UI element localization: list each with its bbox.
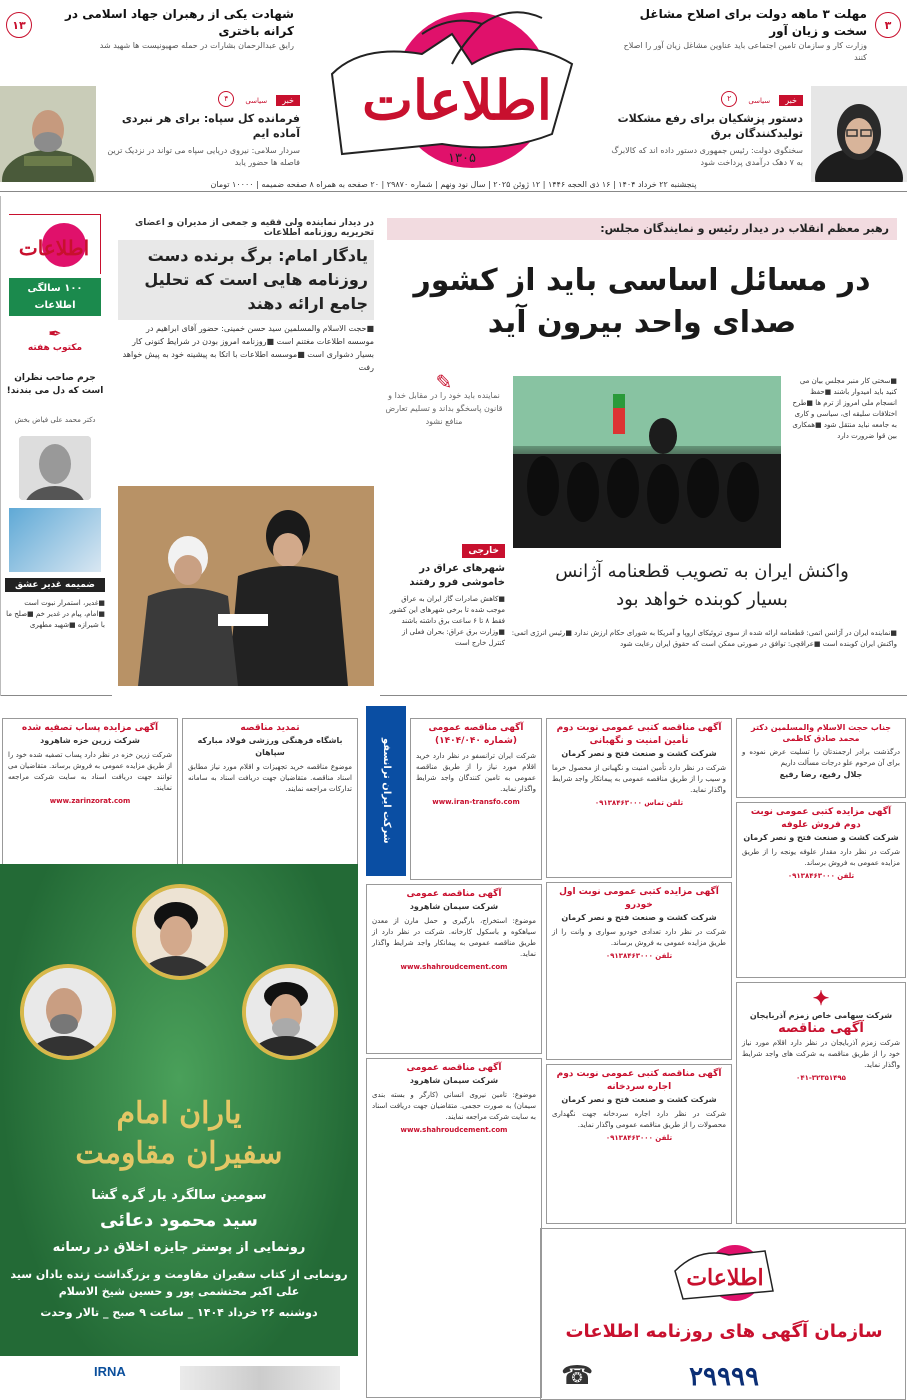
front-main-section	[0, 196, 907, 696]
logo-text: اطلاعات	[686, 1265, 764, 1291]
ad-box[interactable]	[546, 718, 732, 878]
logo-text: اطلاعات	[18, 236, 90, 260]
agency-number[interactable]: ۲۹۹۹۹	[689, 1361, 759, 1391]
quote-sidebox	[385, 370, 503, 428]
woman-portrait-photo	[811, 86, 907, 182]
page-number-badge: ۳	[875, 12, 901, 38]
ad-contact: ۰۴۱-۳۲۳۵۱۴۹۵	[796, 1074, 846, 1082]
teaser-text: سخنگوی دولت: رئیس جمهوری دستور داده اند که کالابرگ به ۷ دهک درآمدی پرداخت شود	[611, 146, 803, 167]
condolence-title: جناب حجت الاسلام والمسلمین دکتر محمد صادق کاظمی	[750, 723, 892, 743]
poster-book: رونمایی از کتاب سفیران مقاومت و بزرگداشت زنده یادان سید علی اکبر محتشمی پور و حسین شیخ الاسلام	[10, 1268, 348, 1298]
ad-body: شرکت در نظر دارد تأمین امنیت و نگهبانی از محصول خرما و سیب را از طریق مناقصه عمومی به پیمانکار واجد شرایط واگذار نماید.	[552, 764, 726, 794]
ad-title: آگهی مناقصه	[778, 1021, 864, 1036]
ad-contact: تلفن ۰۹۱۳۸۴۶۳۰۰۰	[787, 872, 855, 880]
category-sub: سیاسی	[245, 97, 268, 105]
iran-transfo-strip: شرکت ایران ترانسفو	[366, 706, 406, 876]
ad-company: باشگاه فرهنگی ورزشی فولاد مبارکه سپاهان	[197, 736, 343, 757]
agency-title: سازمان آگهی های روزنامه اطلاعات	[565, 1321, 883, 1342]
ad-body: موضوع مناقصه خرید تجهیزات و اقلام مورد نیاز مطابق اسناد مناقصه. متقاضیان جهت دریافت اسناد به سامانه تدارکات مراجعه نمایند.	[188, 763, 352, 793]
category-tag: خارجی	[462, 544, 505, 558]
ad-contact: www.shahroudcement.com	[400, 1126, 508, 1134]
page-number-badge: ۲	[721, 91, 737, 107]
ad-box[interactable]	[182, 718, 358, 874]
lead-headline[interactable]	[387, 260, 897, 344]
ad-title: آگهی مناقصه عمومی	[406, 889, 502, 899]
headline-line: در مسائل اساسی باید از کشور	[413, 263, 871, 298]
mid-left-teaser[interactable]	[0, 86, 300, 182]
sidebox-text: نماینده باید خود را در مقابل خدا و قانون پاسخگو بداند و تسلیم تعارض منافع نشود	[385, 391, 503, 426]
ad-title: آگهی مزایده پساب تصفیه شده	[21, 723, 159, 733]
zamzam-logo: ✦	[812, 986, 830, 1010]
telephone-icon: ☎	[561, 1361, 594, 1391]
middle-kicker: در دیدار نماینده ولی فقیه و جمعی از مدیران و اعضای تحریریه روزنامه اطلاعات	[135, 218, 374, 238]
ad-company: شرکت سیمان شاهرود	[409, 902, 499, 911]
ad-company: شرکت کشت و صنعت فتح و نصر کرمان	[561, 749, 717, 758]
ad-body: شرکت در نظر دارد تعدادی خودرو سواری و وانت را از طریق مزایده عمومی به فروش برساند.	[552, 928, 726, 947]
ad-company: شرکت کشت و صنعت فتح و نصر کرمان	[743, 833, 899, 842]
page-number-badge: ۴	[218, 91, 234, 107]
ad-contact: تلفن تماس ۰۹۱۳۸۴۶۳۰۰۰	[594, 799, 684, 807]
ad-body: موضوع: تامین نیروی انسانی (کارگر و بسته بندی سیمان) به صورت حجمی. متقاضیان جهت دریافت اسناد به سایت شرکت مراجعه نمایند.	[372, 1091, 536, 1121]
teaser-text: سردار سلامی: نیروی دریایی سپاه می تواند در نزدیک ترین فاصله ها حضور یابد	[107, 146, 300, 167]
poster-sponsors	[0, 1356, 358, 1400]
top-left-teaser[interactable]	[0, 4, 300, 82]
masthead	[0, 0, 907, 192]
author-portrait	[19, 436, 91, 500]
ad-box[interactable]	[546, 882, 732, 1060]
ad-title: آگهی مناقصه عمومی (شماره ۱۴۰۴/۰۴۰)	[428, 723, 524, 746]
handshake-photo[interactable]	[118, 486, 374, 686]
category-sub: سیاسی	[748, 97, 771, 105]
small-logo	[669, 1237, 779, 1311]
ad-contact: www.iran-transfo.com	[432, 798, 520, 806]
poster-name: سید محمود دعائی	[100, 1210, 258, 1231]
poster-portrait-center	[132, 884, 228, 980]
poster-calligraphy	[0, 1094, 358, 1174]
supplement-title[interactable]: ضمیمه غدیر عشق	[5, 578, 105, 592]
ad-agency-box[interactable]	[540, 1228, 906, 1400]
leader-meeting-photo[interactable]	[513, 376, 781, 548]
headline-line: صدای واحد بیرون آید	[487, 305, 797, 340]
ad-title: آگهی مزایده کتبی عمومی نوبت دوم فروش علوفه	[750, 807, 892, 830]
ad-title: آگهی مناقصه کتبی عمومی نوبت دوم اجاره سردخانه	[556, 1069, 722, 1092]
left-sidebar	[0, 196, 108, 696]
teaser-title: دستور پزشکیان برای رفع مشکلات تولیدکنندگان برق	[617, 112, 803, 140]
ad-box[interactable]	[366, 1058, 542, 1398]
teaser-text: وزارت کار و سازمان تامین اجتماعی باید عناوین مشاغل زیان آور را اصلاح کنند	[623, 41, 867, 62]
ad-box[interactable]	[2, 718, 178, 874]
commander-portrait-photo	[0, 86, 96, 182]
ad-contact: تلفن ۰۹۱۳۸۴۶۳۰۰۰	[605, 952, 673, 960]
century-badge[interactable]: ۱۰۰ سالگی اطلاعات	[9, 278, 101, 316]
lead-kicker: رهبر معظم انقلاب در دیدار رئیس و نمایندگان مجلس:	[387, 218, 897, 240]
sponsor-logos	[180, 1366, 340, 1390]
ad-box[interactable]	[546, 1064, 732, 1224]
dateline: پنجشنبه ۲۲ خرداد ۱۴۰۴ | ۱۶ ذی الحجه ۱۴۴۶ | ۱۲ ژوئن ۲۰۲۵ | سال نود ونهم | شماره ۲۹۸۷۰ | ۲۰ صفحه به همراه ۸ صفحه ضمیمه | ۱۰۰۰۰ تومان	[210, 180, 697, 189]
teaser-text: رایق عبدالرحمان بشارات در حمله صهیونیست ها شهید شد	[99, 41, 294, 50]
lead-bullets: ■سختی کار منبر مجلس بیان می کنید باید امیدوار باشند ■حفظ انسجام ملی امروز از ترم ها ■طرح اختلافات سلیقه ای، سیاسی و کاری به جامعه نباید منتقل شود ■همکاری بین قوا ضرورت دارد	[792, 377, 897, 440]
ad-contact: تلفن ۰۹۱۳۸۴۶۳۰۰۰	[605, 1134, 673, 1142]
condolence-body: درگذشت برادر ارجمندتان را تسلیت عرض نموده و برای آن مرحوم علو درجات مسألت داریم	[742, 748, 900, 767]
ad-company: شرکت کشت و صنعت فتح و نصر کرمان	[561, 1095, 717, 1104]
ad-box[interactable]	[410, 718, 542, 880]
irna-logo: IRNA	[94, 1364, 126, 1379]
subhead-line: بسیار کوبنده خواهد بود	[616, 589, 788, 610]
foreign-title: شهرهای عراق در خاموشی فرو رفتند	[409, 563, 505, 588]
condolence-from: جلال رفیع، رضا رفیع	[779, 770, 863, 779]
small-logo-badge[interactable]	[9, 214, 101, 274]
poster-portrait-left	[20, 964, 116, 1060]
ad-title: تمدید مناقصه	[240, 723, 300, 733]
memorial-poster[interactable]	[0, 864, 358, 1400]
ad-body: موضوع: استخراج، بارگیری و حمل مارن از معدن سیاهکوه و باسکول کارخانه. شرکت در نظر دارد از طریق مناقصه عمومی به پیمانکار واجد شرایط واگذار نماید.	[372, 917, 536, 958]
ad-box[interactable]	[736, 802, 906, 978]
poster-unveiling: رونمایی از پوستر جایزه اخلاق در رسانه	[52, 1240, 306, 1255]
foreign-news-box[interactable]	[385, 538, 505, 649]
middle-story[interactable]	[112, 196, 380, 696]
ad-title: آگهی مناقصه کتبی عمومی نوبت دوم تأمین امنیت و نگهبانی	[556, 723, 722, 746]
ad-contact: www.zarinzorat.com	[49, 797, 131, 805]
maktoob-label: مکتوب هفته	[27, 343, 83, 353]
teaser-title: فرمانده کل سپاه: برای هر نبردی آماده ایم	[121, 112, 300, 140]
category-tag: خبر	[779, 95, 803, 106]
mid-right-teaser[interactable]	[607, 86, 907, 182]
subhead-line: واکنش ایران به تصویب قطعنامه آژانس	[555, 561, 849, 582]
condolence-box[interactable]	[736, 718, 906, 798]
calligraphy-line: یاران امام	[116, 1096, 242, 1131]
column-title[interactable]: جرم صاحب نظران است که دل می بندند!	[6, 373, 104, 396]
category-tag: خبر	[276, 95, 300, 106]
pen-icon: ✎	[435, 370, 453, 394]
lead-story[interactable]	[377, 196, 907, 696]
newspaper-logo[interactable]	[302, 4, 608, 176]
logo-text: اطلاعات	[362, 68, 552, 132]
middle-text: ■حجت الاسلام والمسلمین سید حسن خمینی: حضور آقای ابراهیم در موسسه اطلاعات مغتنم است ■روزنامه امروز بودن در شرایط کنونی کار بسیار دشواری است ■موسسه اطلاعات با اتکا به پیشینه خود به پیش خواهد رفت	[122, 324, 374, 372]
teaser-title: شهادت یکی از رهبران جهاد اسلامی در کرانه باختری	[64, 7, 294, 38]
ad-body: شرکت در نظر دارد مقدار علوفه یونجه را از طریق مزایده عمومی به فروش برساند.	[742, 848, 900, 867]
teaser-title: مهلت ۳ ماهه دولت برای اصلاح مشاغل سخت و زیان آور	[639, 7, 867, 38]
ad-company: شرکت سهامی خاص زمزم آذربایجان	[749, 1011, 893, 1020]
ad-company: شرکت سیمان شاهرود	[409, 1076, 499, 1085]
lead-summary: ■نماینده ایران در آژانس اتمی: قطعنامه ارائه شده از سوی تروئیکای اروپا و آمریکا به شورای حکام ارزش ندارد ■رئیس انرژی اتمی: واکنش ایران کوبنده است ■عراقچی: توافق در صورتی ممکن است که حقوق ایران رعایت شود	[511, 629, 897, 648]
logo-year: ۱۳۰۵	[448, 151, 476, 166]
ad-company: شرکت زرین خزه شاهرود	[40, 736, 140, 745]
supplement-cover[interactable]	[9, 508, 101, 572]
poster-anniversary: سومین سالگرد یار گره گشا	[91, 1188, 267, 1203]
top-right-teaser[interactable]	[607, 4, 907, 82]
ad-body: شرکت زمزم آذربایجان در نظر دارد اقلام مورد نیاز خود را از طریق مناقصه به شرکت های واجد شرایط واگذار نماید.	[742, 1039, 900, 1069]
ad-contact: www.shahroudcement.com	[400, 963, 508, 971]
supplement-list: ■غدیر، استمرار نبوت است ■امام، پیام در غدیر خم ■صلح ما با شیرازه ■شهید مطهری	[6, 599, 105, 629]
column-author: دکتر محمد علی فیاض بخش	[14, 416, 96, 424]
middle-headline: یادگار امام: برگ برنده دست روزنامه هایی است که تحلیل جامع ارائه دهند	[118, 240, 374, 320]
weekly-column-badge[interactable]	[9, 324, 101, 364]
poster-portrait-right	[242, 964, 338, 1060]
ad-title: آگهی مزایده کتبی عمومی نوبت اول خودرو	[559, 887, 719, 910]
foreign-text: ■کاهش صادرات گاز ایران به عراق موجب شده تا برخی شهرهای این کشور فقط ۸ تا ۶ ساعت برق داشته باشند ■وزارت برق عراق: بحران فعلی از کنترل خارج است	[389, 595, 505, 647]
ad-box[interactable]	[736, 982, 906, 1224]
ad-title: آگهی مناقصه عمومی	[406, 1063, 502, 1073]
ads-section	[0, 698, 907, 1400]
ad-body: شرکت زرین خزه در نظر دارد پساب تصفیه شده خود را از طریق مزایده عمومی به فروش برساند. متقاضیان می توانند جهت دریافت اسناد به سایت شرکت مراجعه نمایند.	[8, 751, 172, 792]
page-number-badge: ۱۳	[6, 12, 32, 38]
ad-company: شرکت کشت و صنعت فتح و نصر کرمان	[561, 913, 717, 922]
ad-body: شرکت در نظر دارد اجاره سردخانه جهت نگهداری محصولات را از طریق مناقصه عمومی واگذار نماید.	[552, 1110, 726, 1129]
ad-box[interactable]	[366, 884, 542, 1054]
poster-date: دوشنبه ۲۶ خرداد ۱۴۰۴ _ ساعت ۹ صبح _ تالار وحدت	[40, 1306, 318, 1319]
lead-subhead[interactable]	[507, 558, 897, 614]
calligraphy-line: سفیران مقاومت	[75, 1136, 283, 1171]
pen-icon: ✒	[48, 324, 62, 343]
ad-body: شرکت ایران ترانسفو در نظر دارد خرید اقلام مورد نیاز را از طریق مناقصه عمومی به تامین کنندگان واجد شرایط واگذار نماید.	[416, 752, 536, 793]
